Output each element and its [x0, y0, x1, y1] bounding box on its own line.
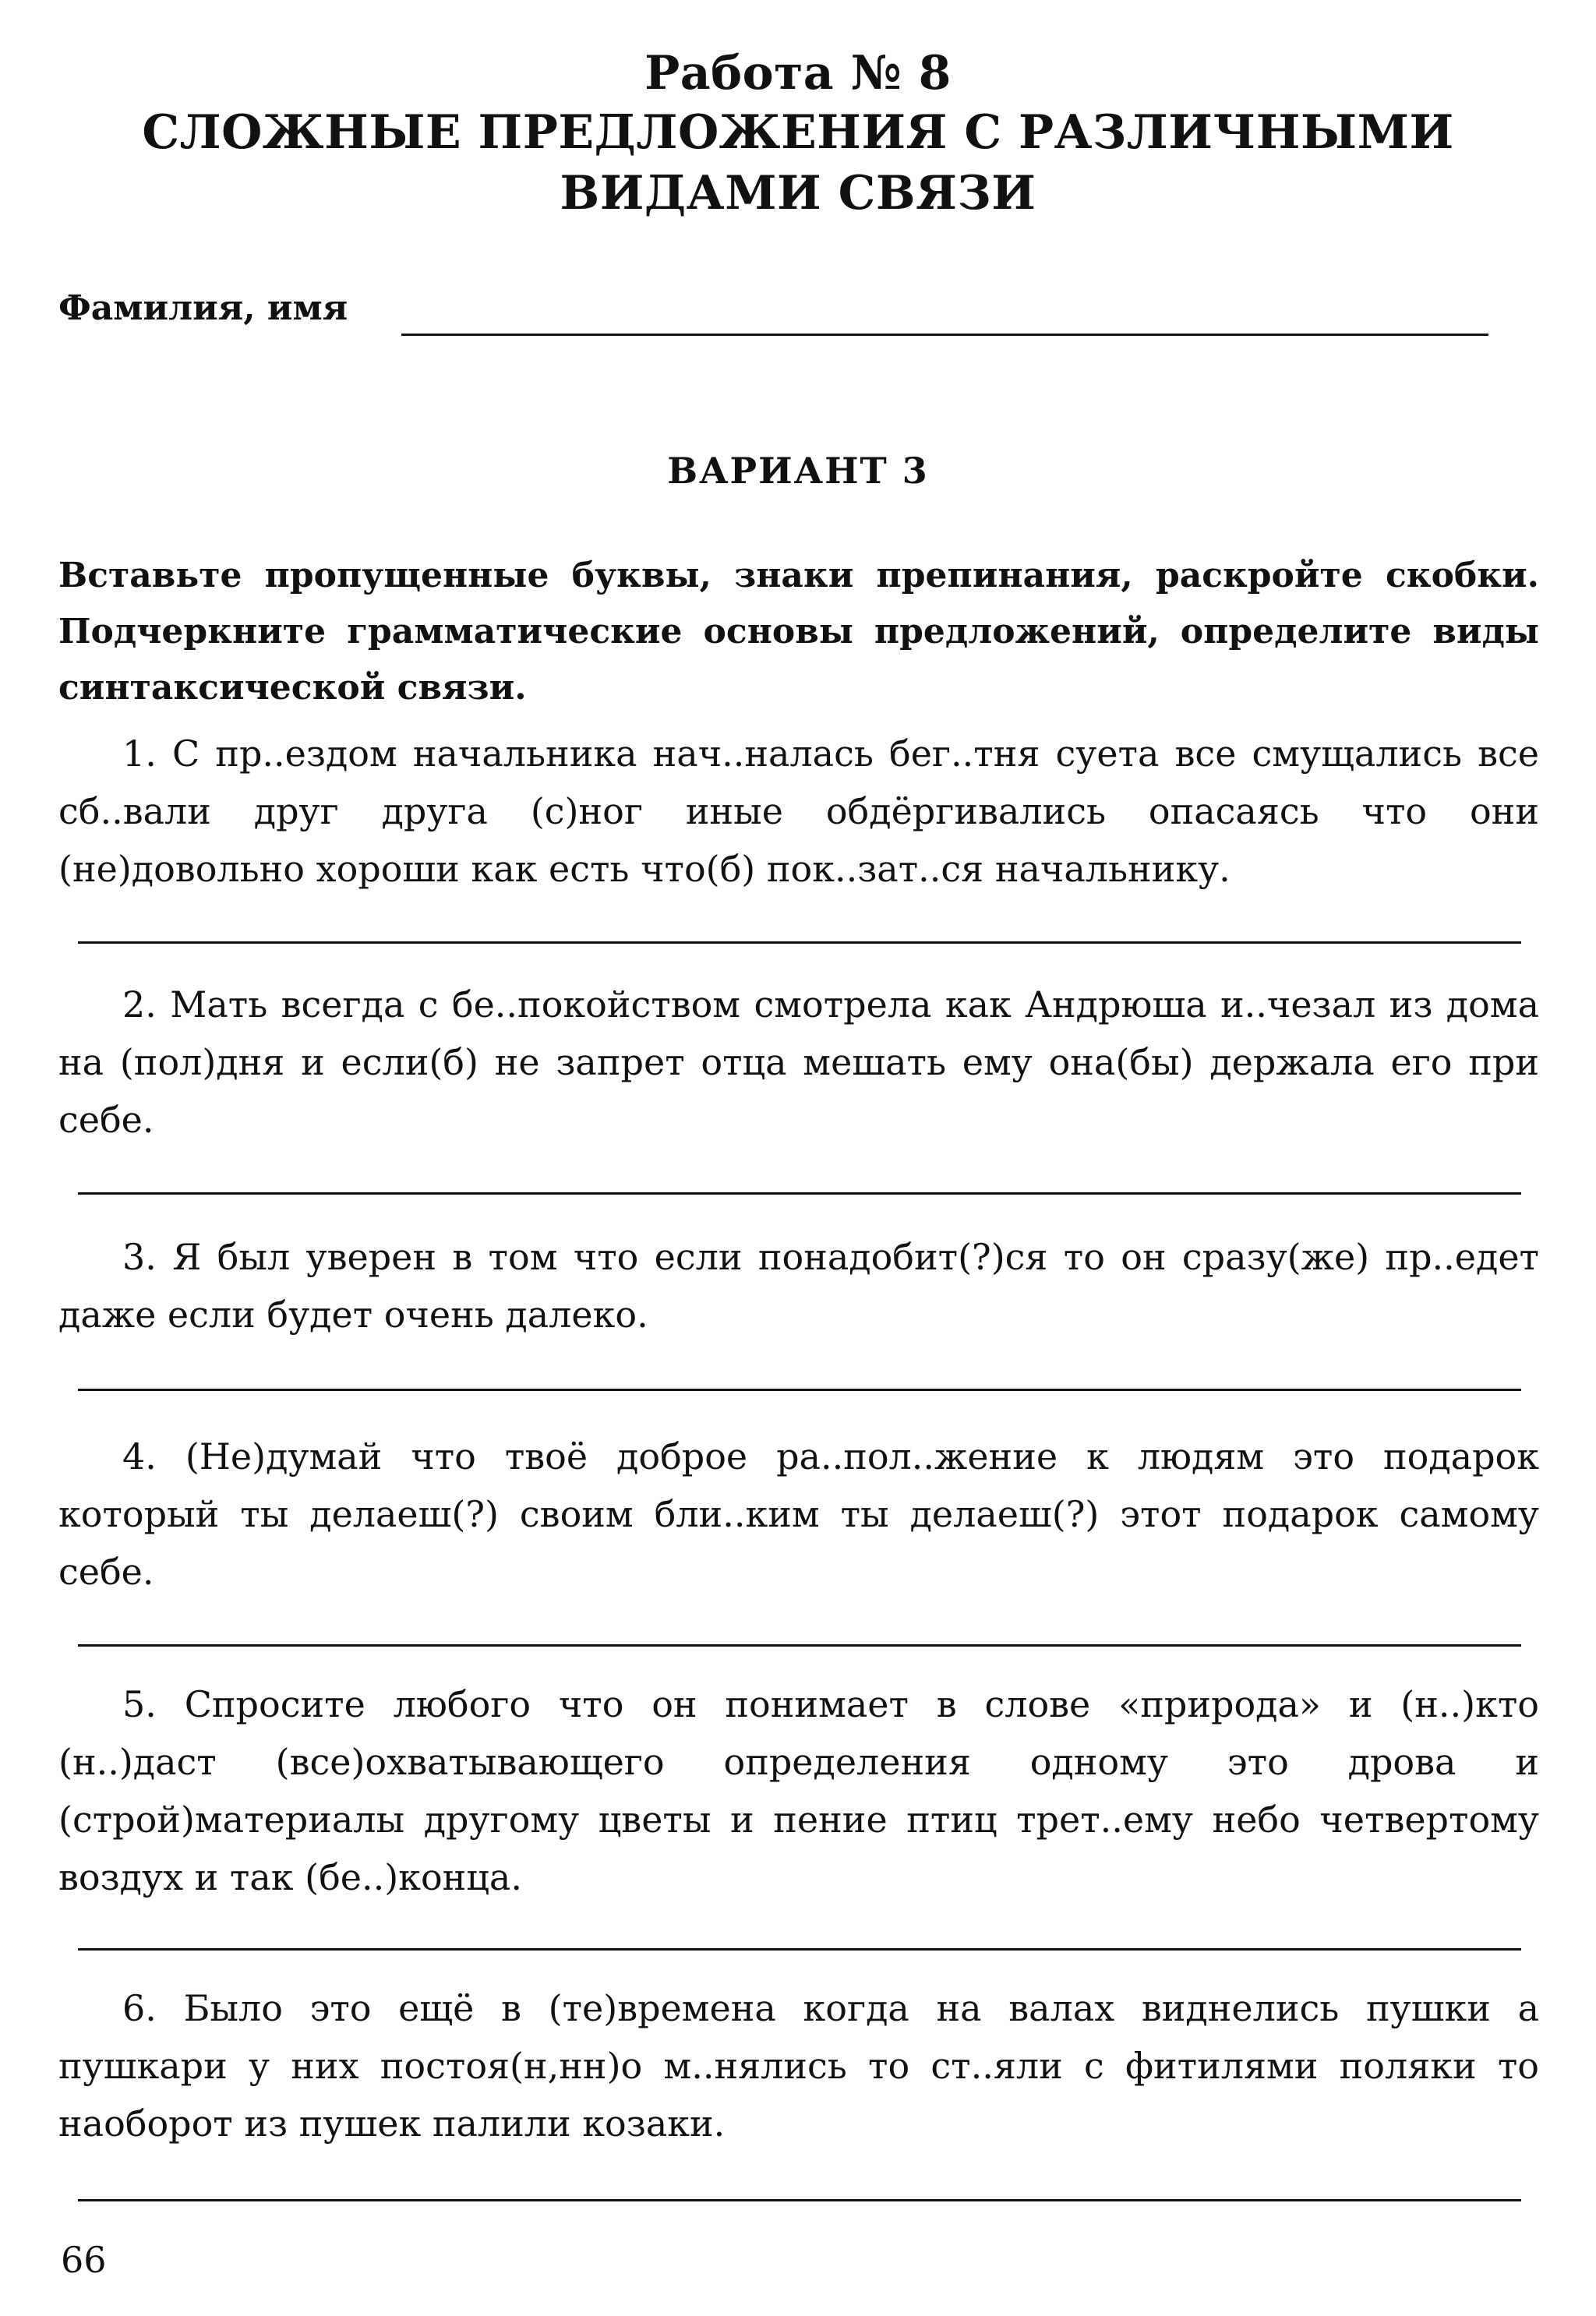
- name-label: Фамилия, имя: [58, 288, 348, 328]
- instruction-text: Вставьте пропущенные буквы, знаки препинания, раскройте скобки. Подчеркните грамматические основы предложений, определите виды синтаксической связи.: [58, 556, 1539, 708]
- task-2: 2. Мать всегда с бе..покойством смотрела как Андрюша и..чезал из дома на (пол)дня и если(б) не запрет отца мешать ему она(бы) держала его при себе.: [58, 983, 1539, 1141]
- work-number: Работа № 8: [644, 46, 952, 101]
- task-3: 3. Я был уверен в том что если понадобит(?)ся то он сразу(же) пр..едет даже если будет очень далеко.: [58, 1236, 1539, 1336]
- task-5: 5. Спросите любого что он понимает в слове «природа» и (н..)кто (н..)даст (все)охватывающего определения одному это дрова и (строй)материалы другому цветы и пение птиц трет..ему небо четвертому воздух и так (бе..)конца.: [58, 1683, 1539, 1898]
- task-4: 4. (Не)думай что твоё доброе ра..пол..жение к людям это подарок который ты делаеш(?) своим бли..ким ты делаеш(?) этот подарок самому себе.: [58, 1435, 1539, 1593]
- variant-heading: ВАРИАНТ 3: [667, 450, 929, 492]
- task-6: 6. Было это ещё в (те)времена когда на валах виднелись пушки а пушкари у них постоя(н,нн)о м..нялись то ст..яли с фитилями поляки то наоборот из пушек палили козаки.: [58, 1987, 1539, 2145]
- student-name-row: [58, 287, 1500, 334]
- answer-line-4[interactable]: [78, 1644, 1521, 1647]
- name-input-line[interactable]: [401, 334, 1488, 336]
- answer-line-1[interactable]: [78, 941, 1521, 944]
- answer-line-2[interactable]: [78, 1192, 1521, 1195]
- answer-line-6[interactable]: [78, 2199, 1521, 2201]
- page-title-line-2: ВИДАМИ СВЯЗИ: [560, 166, 1036, 221]
- page-number: 66: [61, 2239, 107, 2281]
- page-title-line-1: СЛОЖНЫЕ ПРЕДЛОЖЕНИЯ С РАЗЛИЧНЫМИ: [142, 105, 1454, 160]
- task-1: 1. С пр..ездом начальника нач..налась бег..тня суета все смущались все сб..вали друг друга (с)ног иные обдёргивались опасаясь что они (не)довольно хороши как есть что(б) пок..зат..ся начальнику.: [58, 733, 1539, 890]
- answer-line-5[interactable]: [78, 1948, 1521, 1951]
- answer-line-3[interactable]: [78, 1389, 1521, 1391]
